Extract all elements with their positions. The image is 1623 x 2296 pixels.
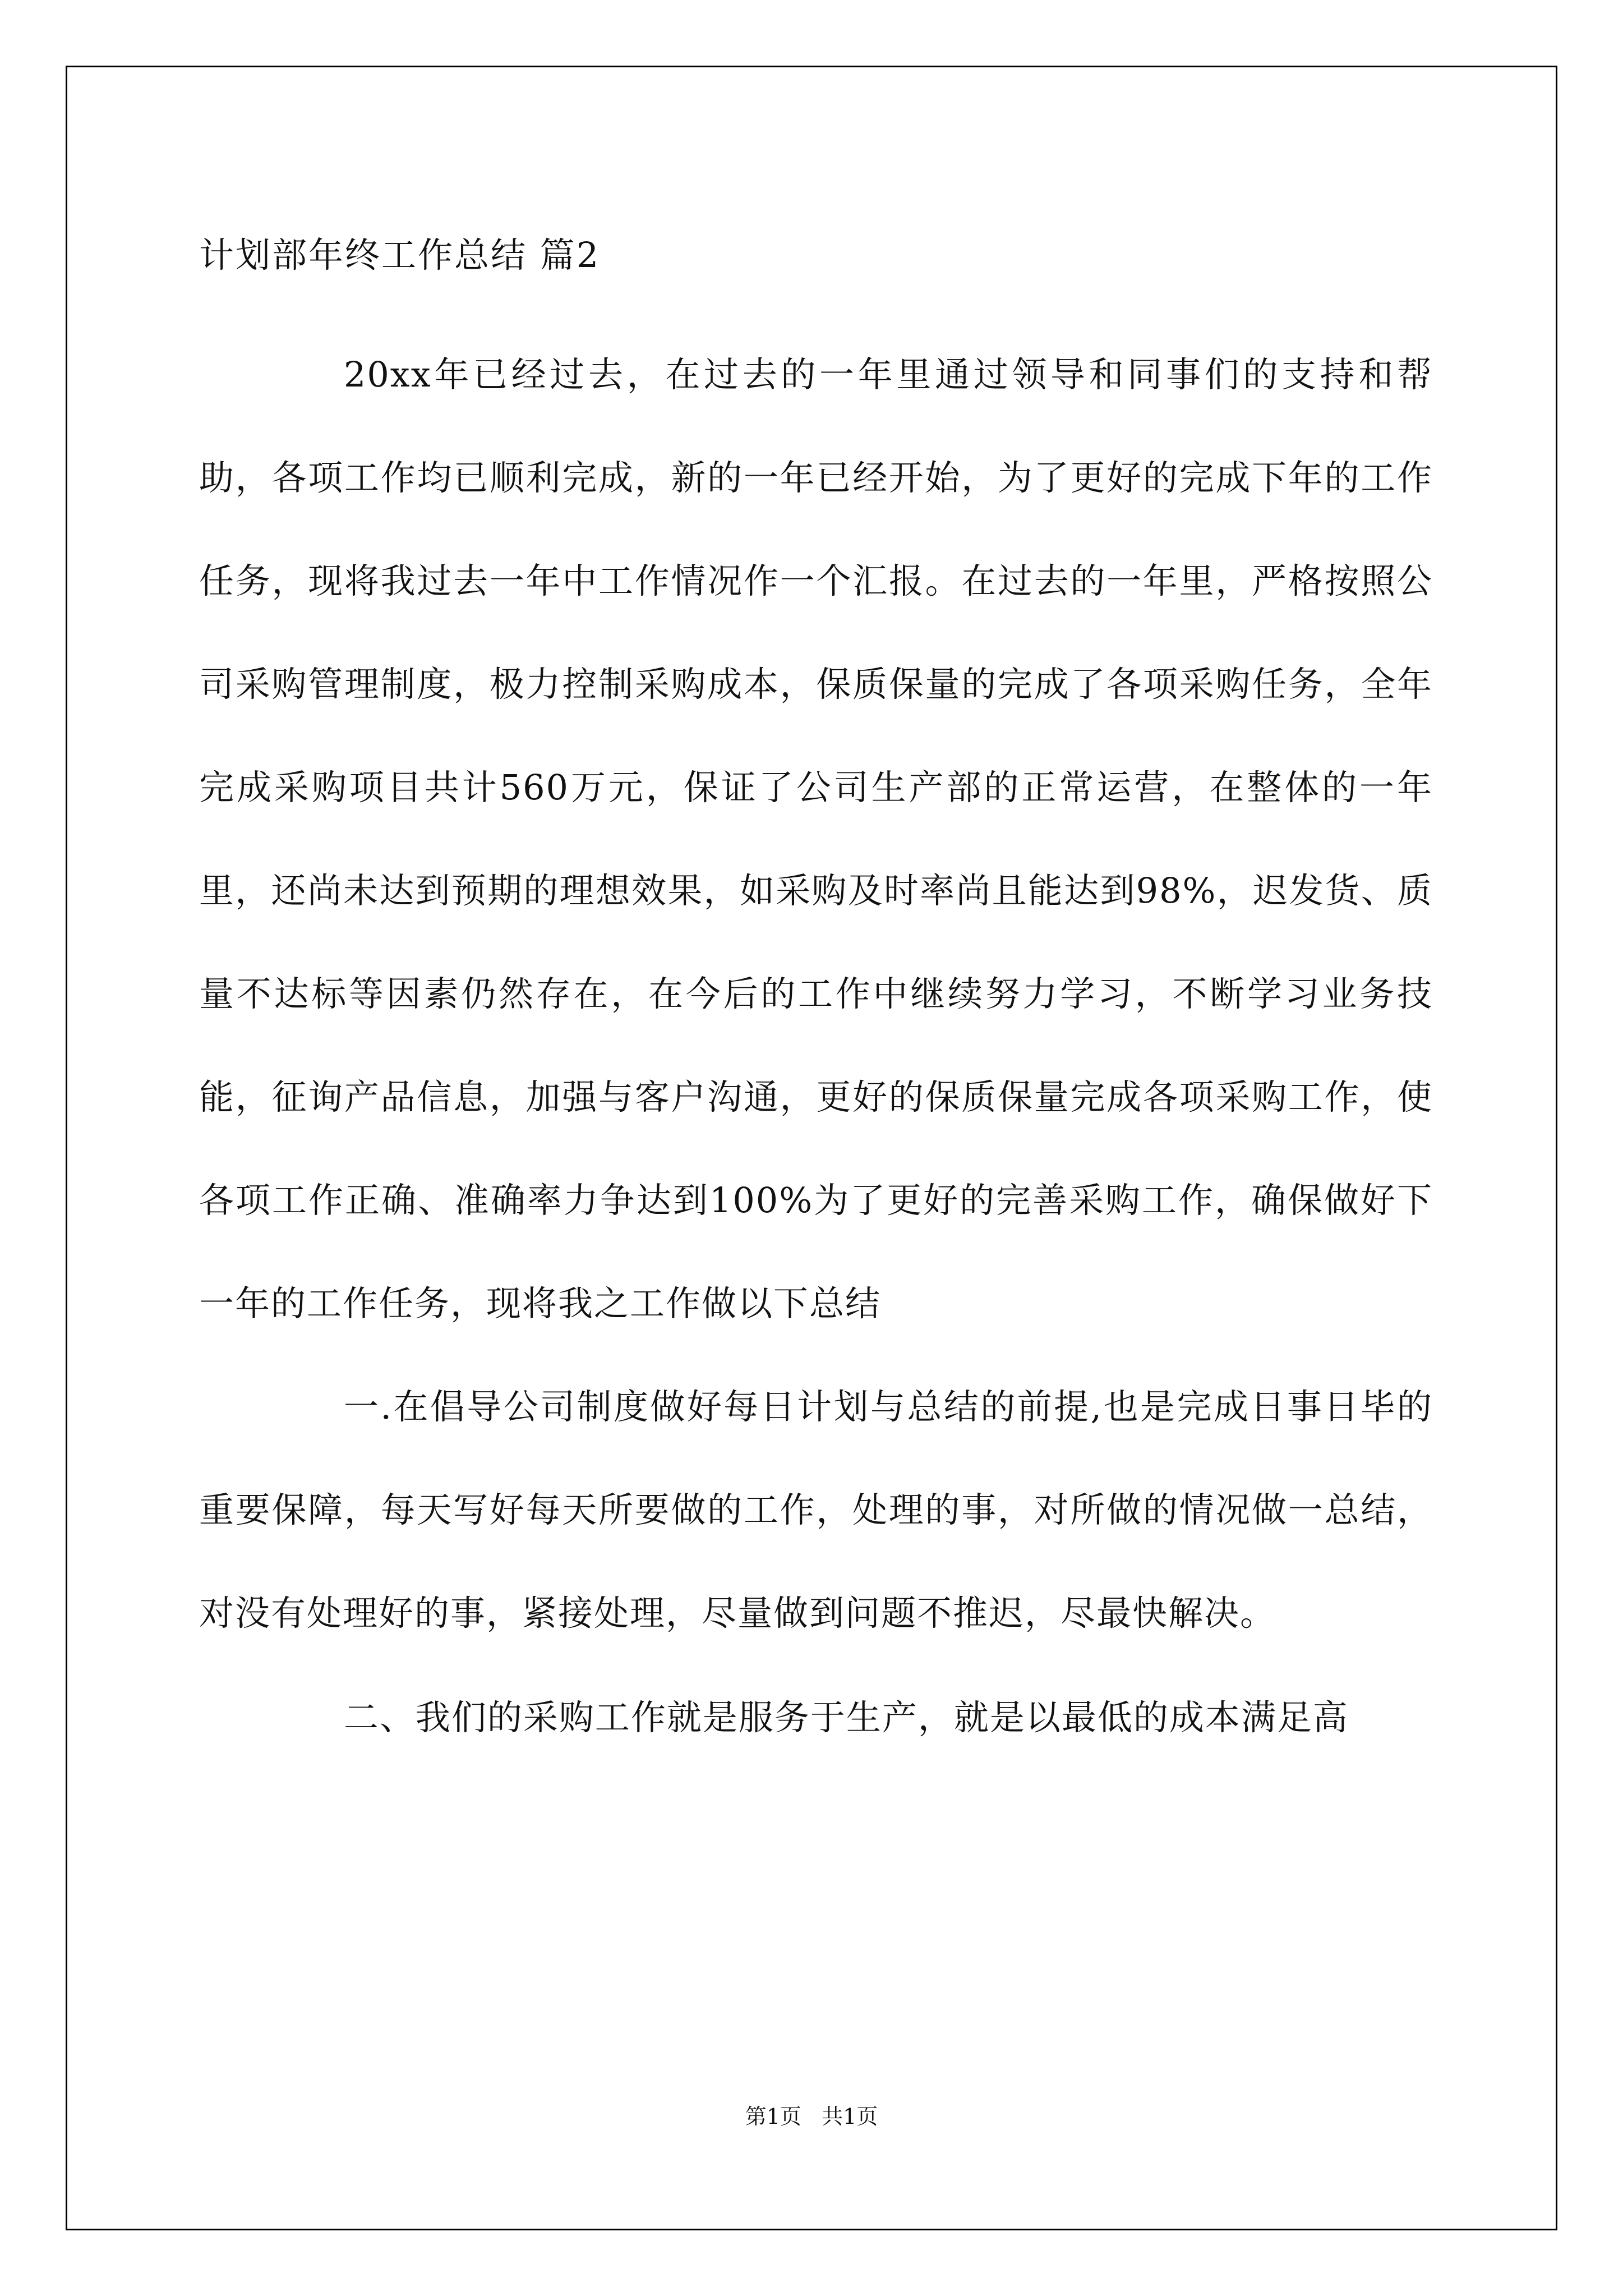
paragraph-intro: 20xx年已经过去，在过去的一年里通过领导和同事们的支持和帮助，各项工作均已顺利完成，新的一年已经开始，为了更好的完成下年的工作任务，现将我过去一年中工作情况作一个汇报。在过去的一年里，严格按照公司采购管理制度，极力控制采购成本，保质保量的完成了各项采购任务，全年完成采购项目共计560万元，保证了公司生产部的正常运营，在整体的一年里，还尚未达到预期的理想效果，如采购及时率尚且能达到98%，迟发货、质量不达标等因素仍然存在，在今后的工作中继续努力学习，不断学习业务技能，征询产品信息，加强与客户沟通，更好的保质保量完成各项采购工作，使各项工作正确、准确率力争达到100%为了更好的完善采购工作，确保做好下一年的工作任务，现将我之工作做以下总结	[199, 354, 1433, 1324]
document-title: 计划部年终工作总结 篇2	[199, 234, 601, 275]
paragraph-section-one: 一.在倡导公司制度做好每日计划与总结的前提,也是完成日事日毕的重要保障，每天写好每天所要做的工作，处理的事，对所做的情况做一总结，对没有处理好的事，紧接处理，尽量做到问题不推迟，尽最快解决。	[199, 1386, 1433, 1634]
document-body	[199, 220, 1433, 1769]
paragraph-section-two: 二、我们的采购工作就是服务于生产，就是以最低的成本满足高	[343, 1697, 1349, 1738]
page-number-footer: 第1页 共1页	[745, 2104, 878, 2129]
